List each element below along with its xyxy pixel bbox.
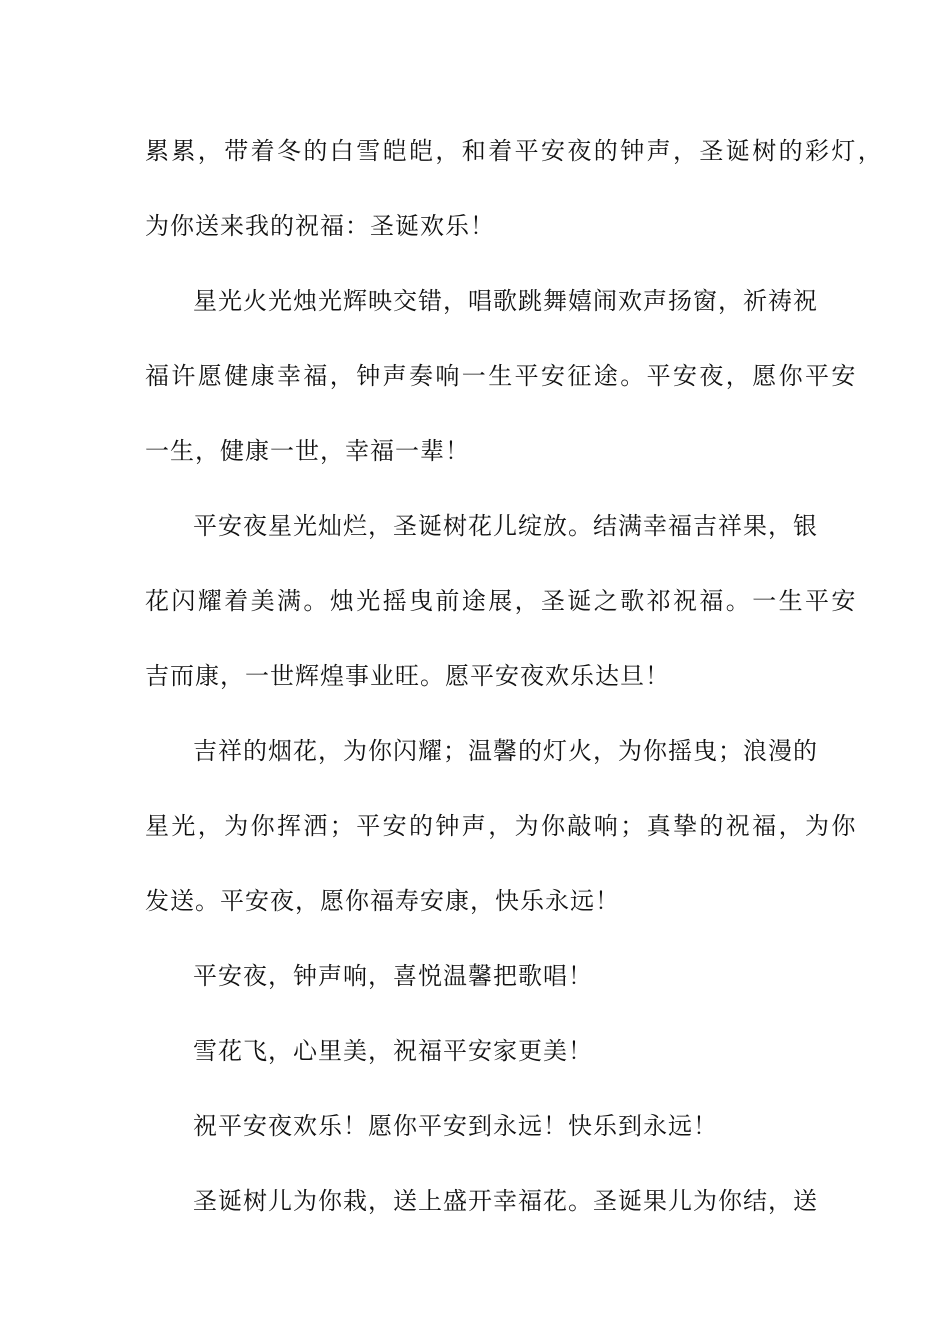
text-line: 星光，为你挥洒；平安的钟声，为你敲响；真挚的祝福，为你 [145,812,858,840]
paragraph-first-line: 吉祥的烟花，为你闪耀；温馨的灯火，为你摇曳；浪漫的 [193,737,818,765]
text-line: 一生，健康一世，幸福一辈！ [145,437,470,465]
text-line: 花闪耀着美满。烛光摇曳前途展，圣诞之歌祁祝福。一生平安 [145,587,858,615]
text-line: 发送。平安夜，愿你福寿安康，快乐永远！ [145,887,620,915]
paragraph-first-line: 雪花飞，心里美，祝福平安家更美！ [193,1037,593,1065]
text-line: 福许愿健康幸福，钟声奏响一生平安征途。平安夜，愿你平安 [145,362,858,390]
paragraph-first-line: 祝平安夜欢乐！愿你平安到永远！快乐到永远！ [193,1112,718,1140]
paragraph-first-line: 平安夜，钟声响，喜悦温馨把歌唱！ [193,962,593,990]
paragraph-first-line: 圣诞树儿为你栽，送上盛开幸福花。圣诞果儿为你结，送 [193,1187,818,1215]
text-line: 为你送来我的祝福：圣诞欢乐！ [145,212,495,240]
paragraph-first-line: 星光火光烛光辉映交错，唱歌跳舞嬉闹欢声扬窗，祈祷祝 [193,287,818,315]
text-line: 累累，带着冬的白雪皑皑，和着平安夜的钟声，圣诞树的彩灯， [145,137,885,165]
text-line: 吉而康，一世辉煌事业旺。愿平安夜欢乐达旦！ [145,662,670,690]
paragraph-first-line: 平安夜星光灿烂，圣诞树花儿绽放。结满幸福吉祥果，银 [193,512,818,540]
